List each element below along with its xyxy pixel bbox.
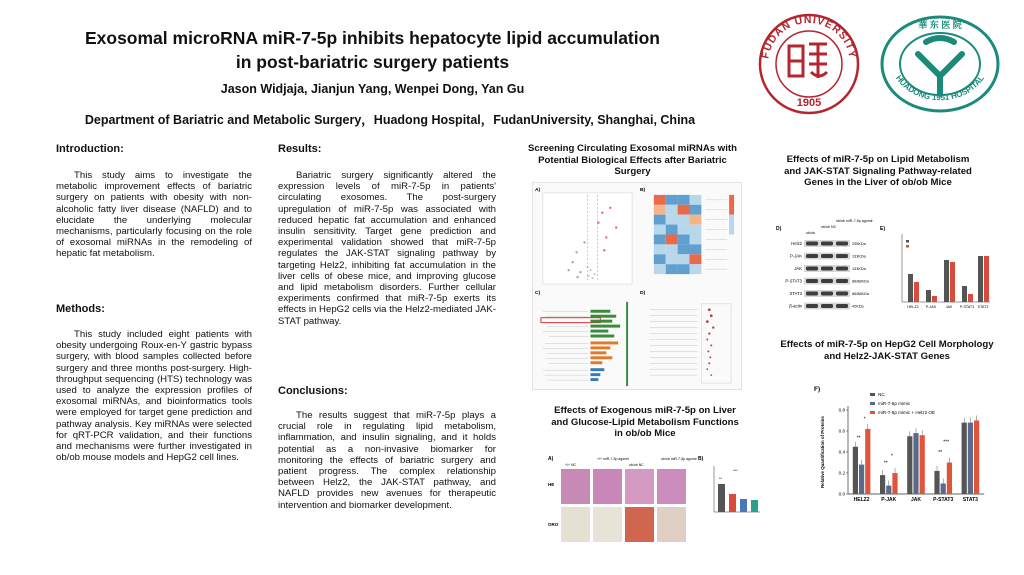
wb-band <box>821 279 833 283</box>
chart-bar <box>853 447 858 494</box>
wb-band <box>806 279 818 283</box>
title-line-2: in post-bariatric surgery patients <box>235 52 510 72</box>
wb-band <box>821 267 833 271</box>
wb-col-2: ob/ob miR-7-5p agomir <box>836 219 873 223</box>
fig-label-c: C) <box>534 290 541 296</box>
wb-band <box>821 242 833 246</box>
wb-kda-label: 42KDa <box>852 304 864 309</box>
wb-kda-label: 86/88KDa <box>852 292 869 296</box>
fudan-logo-text: FUDAN UNIVERSITY <box>759 13 859 60</box>
introduction-heading: Introduction: <box>56 143 124 155</box>
chart-bar <box>962 423 967 494</box>
x-tick-label: STAT3 <box>962 497 978 503</box>
significance-mark: *** <box>943 439 950 446</box>
wb-band <box>836 304 848 308</box>
hepg2-bar-chart <box>812 382 992 514</box>
svg-text:華 东 医 院: 華 东 医 院 <box>918 20 962 30</box>
liver-protein-chart <box>880 218 1000 320</box>
chart-bar <box>907 436 912 494</box>
wb-row-label: β-actin <box>789 303 802 309</box>
chart-bar <box>865 429 870 494</box>
results-body: Bariatric surgery significantly altered the expression levels of miR-7-5p in patients' circulating exosomes. The post-surgery upregulation of miR-7-5p was associated with reduced hepatic fat accumulation and enhanced insulin sensitivity. Target gene prediction and experimental validation showed that miR-7-5p regulates the JAK-STAT signaling pathway by targeting Helz2, inhibiting fat accumulation in the liver cells of obese mice, and improving glucose and lipid metabolism disorders. Further cellular experiments confirmed that miR-7-5p exerts its effects in HepG2 cells via the Helz2-mediated JAK-STAT pathway. <box>278 170 496 327</box>
wb-band <box>836 254 848 258</box>
legend-label: miR-7-5p mimic + Helz2 OE <box>878 410 936 415</box>
significance-mark: * <box>890 453 893 460</box>
liver-cat-4: STAT3 <box>977 305 989 309</box>
y-tick-label: 0.8 <box>838 407 845 413</box>
wb-kda-label: 205KDa <box>852 242 866 246</box>
liver-cat-1: P-JAK <box>925 305 937 309</box>
exo-label-a: A) <box>548 456 554 462</box>
y-tick-label: 0.0 <box>838 491 845 497</box>
legend-swatch <box>870 402 875 405</box>
x-tick-label: P-STAT3 <box>933 497 954 503</box>
y-tick-label: 0.6 <box>838 428 845 434</box>
wb-band <box>806 304 818 308</box>
exo-row-oro: ORO <box>548 522 559 527</box>
department: Department of Bariatric and Metabolic Surgery，Huadong Hospital，FudanUniversity, Shanghai, China <box>84 113 696 127</box>
poster-title <box>60 26 685 74</box>
legend-label: miR-7-5p mimic <box>878 401 911 406</box>
svg-text:***: *** <box>733 468 738 473</box>
wb-band <box>806 267 818 271</box>
significance-mark: ** <box>938 450 943 457</box>
exo-row-he: HE <box>548 482 555 487</box>
introduction-body: This study aims to investigate the metabolic improvement effects of bariatric surgery on patients with obesity with non-alcoholic fatty liver disease (NAFLD) and to elucidate the underlying molecular mechanisms, particularly focusing on the role of exosomal miRNAs in the remodeling of hepatic fat metabolism. <box>56 170 252 260</box>
x-tick-label: HELZ2 <box>853 497 870 503</box>
lipid-title: Effects of miR-7-5p on Lipid Metabolism and JAK-STAT Signaling Pathway-related Genes in the Liver of ob/ob Mice <box>784 154 972 188</box>
huadong-logo-text: HUADONG 1951 HOSPITAL <box>893 73 987 103</box>
exo-col-1: +/+ miR-7-5p agomir <box>597 457 630 461</box>
chart-bar <box>968 423 973 494</box>
wb-band <box>806 254 818 258</box>
wb-label-d: D) <box>776 226 782 232</box>
significance-mark: ** <box>883 460 888 467</box>
wb-col-0: ob/ob <box>806 231 815 235</box>
wb-kda-label: 86/88KDa <box>852 279 869 284</box>
conclusions-heading: Conclusions: <box>278 385 348 397</box>
chart-bar <box>974 421 979 495</box>
methods-heading: Methods: <box>56 303 105 315</box>
hepg2-title: Effects of miR-7-5p on HepG2 Cell Morphology and Helz2-JAK-STAT Genes <box>780 339 994 362</box>
wb-col-1: ob/ob NC <box>821 225 837 229</box>
wb-band <box>806 242 818 246</box>
fig-label-d: D) <box>639 290 646 296</box>
fig-label-a: A) <box>534 187 541 193</box>
methods-body: This study included eight patients with obesity undergoing Roux-en-Y gastric bypass surgery, with blood samples collected before surgery and three months post-surgery. High-throughput sequencing (HTS) technology was used to analyze the expression profiles of exosomal miRNAs, and bioinformatics tools were employed for target gene prediction and pathway analysis. Key miRNAs were selected for qRT-PCR validation, and their functions and mechanisms were further investigated in ob/ob mouse models and HepG2 cell lines. <box>56 329 252 464</box>
x-tick-label: P-JAK <box>881 497 897 503</box>
legend-swatch <box>870 411 875 414</box>
svg-text:**: ** <box>719 476 723 481</box>
chart-bar <box>913 433 918 494</box>
fudan-logo <box>753 12 865 116</box>
exo-col-2: ob/ob NC <box>629 463 644 467</box>
chart-bar <box>941 484 946 495</box>
wb-row-label: JAK <box>794 266 802 271</box>
y-tick-label: 0.2 <box>838 470 845 476</box>
legend-label: NC <box>878 392 885 397</box>
wb-kda-label: 133KDa <box>852 267 866 271</box>
chart-bar <box>934 471 939 494</box>
wb-band <box>836 292 848 296</box>
chart-bar <box>880 475 885 494</box>
introduction-section <box>56 143 252 260</box>
significance-mark: * <box>863 416 866 423</box>
wb-band <box>836 267 848 271</box>
wb-band <box>836 279 848 283</box>
authors: Jason Widjaja, Jianjun Yang, Wenpei Dong, Yan Gu <box>220 82 525 96</box>
liver-cat-2: JAK <box>945 305 953 309</box>
huadong-logo <box>878 14 1002 114</box>
liver-cat-0: HELZ2 <box>907 305 919 309</box>
fudan-logo-year: 1905 <box>796 97 822 109</box>
wb-band <box>836 242 848 246</box>
wb-row-label: STAT3 <box>789 291 802 296</box>
y-tick-label: 0.4 <box>838 449 845 455</box>
methods-section <box>56 303 252 463</box>
exogenous-figure <box>548 452 773 552</box>
wb-kda-label: 133KDa <box>852 254 866 259</box>
wb-band <box>821 304 833 308</box>
exo-col-0: +/+ NC <box>565 463 577 467</box>
chart-bar <box>920 435 925 494</box>
wb-band <box>821 292 833 296</box>
fig-label-b: B) <box>639 187 646 193</box>
wb-band <box>821 254 833 258</box>
liver-chart-label-e: E) <box>880 226 885 232</box>
x-tick-label: JAK <box>910 497 922 503</box>
wb-rows <box>785 240 869 310</box>
results-section <box>278 143 496 327</box>
hepg2-chart-label-f: F) <box>814 386 821 393</box>
title-line-1: Exosomal microRNA miR-7-5p inhibits hepatocyte lipid accumulation <box>84 28 660 48</box>
chart-bar <box>859 465 864 494</box>
conclusions-body: The results suggest that miR-7-5p plays a crucial role in regulating lipid metabolism, inflammation, and insulin signaling, and it holds potential as a non-invasive biomarker for monitoring the effects of bariatric surgery and patient progress. The complex relationship between Helz2, the JAK-STAT pathway, and NAFLD provides new avenues for therapeutic intervention and biomarker development. <box>278 410 496 511</box>
wb-band <box>806 292 818 296</box>
screening-figure <box>532 182 742 390</box>
exo-label-b: B) <box>698 456 704 462</box>
liver-cat-3: P-STAT3 <box>959 305 975 309</box>
western-blot-figure <box>776 218 880 320</box>
chart-bar <box>886 486 891 494</box>
legend-swatch <box>870 393 875 396</box>
exogenous-title: Effects of Exogenous miR-7-5p on Liver and Glucose-Lipid Metabolism Functions in ob/ob Mice <box>551 405 739 439</box>
wb-row-label: Helz2 <box>791 241 802 246</box>
exo-col-3: ob/ob miR-7-5p agomir <box>661 457 697 461</box>
wb-row-label: P-JAK <box>790 253 802 259</box>
chart-bar <box>892 473 897 494</box>
conclusions-section <box>278 385 496 511</box>
results-heading: Results: <box>278 143 322 155</box>
screening-title: Screening Circulating Exosomal miRNAs with Potential Biological Effects after Bariatric Surgery <box>528 143 737 177</box>
wb-row-label: P-STAT3 <box>785 278 802 284</box>
chart-bar <box>947 463 952 495</box>
significance-mark: ** <box>856 435 861 442</box>
y-axis-label: Relative Quantification of Proteins <box>820 416 825 488</box>
